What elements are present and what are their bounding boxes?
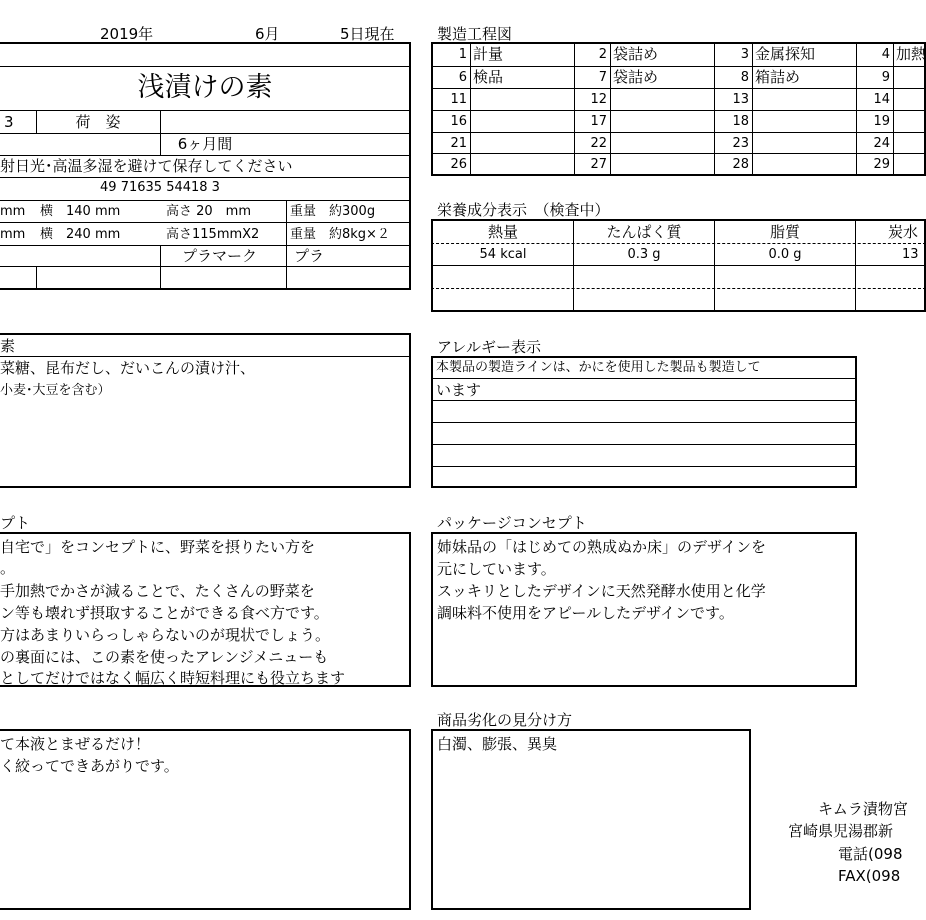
concept-title: プト — [0, 514, 31, 532]
process-step-number: 27 — [590, 157, 607, 172]
process-step-number: 7 — [598, 70, 607, 85]
package-line-2: 元にしています。 — [437, 560, 556, 578]
shelf-life: 6ヶ月間 — [177, 135, 233, 153]
concept-line-1: 自宅で」をコンセプトに、野菜を摂りたい方を — [0, 538, 316, 556]
size2-weight: 重量 約8kg×２ — [290, 227, 390, 242]
process-step-number: 16 — [450, 114, 467, 129]
deterioration-title: 商品劣化の見分け方 — [437, 711, 573, 729]
process-step-number: 13 — [732, 92, 749, 107]
nutrition-header-carb: 炭水 — [888, 223, 919, 241]
process-step-number: 14 — [873, 92, 890, 107]
company-name: キムラ漬物宮 — [818, 800, 908, 818]
process-step-number: 6 — [458, 70, 467, 85]
process-step-number: 4 — [881, 47, 890, 62]
package-line-3: スッキリとしたデザインに天然発酵水使用と化学 — [437, 582, 766, 600]
nutrition-header-protein: たんぱく質 — [606, 223, 682, 241]
size2-unit: mm — [0, 227, 26, 242]
usage-line-1: て本液とまぜるだけ！ — [0, 735, 151, 753]
ingredients-line-2: 小麦･大豆を含む） — [0, 383, 111, 398]
header-month: 6月 — [255, 25, 280, 43]
size1-width: 横 140 mm — [40, 204, 121, 219]
process-step-number: 18 — [732, 114, 749, 129]
spec-row3-c1: 3 — [4, 113, 14, 131]
company-address: 宮崎県児湯郡新 — [788, 822, 894, 840]
jan-code: 49 71635 54418 3 — [100, 180, 220, 195]
concept-line-3: 手加熱でかさが減ることで、たくさんの野菜を — [0, 582, 315, 600]
product-title: 浅漬けの素 — [137, 72, 273, 103]
process-step-label: 計量 — [473, 45, 504, 63]
process-step-label: 袋詰め — [613, 68, 659, 86]
packing-label: 荷 姿 — [75, 113, 121, 131]
process-title: 製造工程図 — [437, 25, 513, 43]
ingredients-line-1: 菜糖、昆布だし、だいこんの漬け汁、 — [0, 359, 256, 377]
package-line-1: 姉妹品の「はじめての熟成ぬか床」のデザインを — [437, 538, 766, 556]
allergy-title: アレルギー表示 — [437, 338, 542, 356]
process-step-label: 袋詰め — [613, 45, 659, 63]
process-step-label: 検品 — [473, 68, 504, 86]
size1-height: 高さ 20 mm — [166, 204, 252, 219]
nutrition-value-energy: 54 kcal — [479, 247, 527, 262]
process-step-number: 29 — [873, 157, 890, 172]
allergy-line-1: 本製品の製造ラインは、かにを使用した製品も製造して — [436, 360, 761, 375]
process-step-number: 22 — [590, 136, 607, 151]
process-step-number: 9 — [881, 70, 890, 85]
ingredients-title: 素 — [0, 337, 16, 355]
concept-line-6: の裏面には、この素を使ったアレンジメニューも — [0, 648, 329, 666]
process-step-number: 2 — [598, 47, 607, 62]
process-step-number: 28 — [732, 157, 749, 172]
nutrition-value-protein: 0.3 g — [627, 247, 661, 262]
process-step-number: 24 — [873, 136, 890, 151]
process-step-number: 21 — [450, 136, 467, 151]
package-line-4: 調味料不使用をアピールしたデザインです。 — [437, 604, 734, 622]
concept-line-2: 。 — [0, 559, 16, 577]
process-step-number: 1 — [458, 47, 467, 62]
process-step-number: 23 — [732, 136, 749, 151]
deterioration-text: 白濁、膨張、異臭 — [437, 735, 558, 753]
process-step-number: 11 — [450, 92, 467, 107]
concept-line-5: 方はあまりいらっしゃらないのが現状でしょう。 — [0, 626, 331, 644]
header-year: 2019年 — [100, 25, 154, 43]
nutrition-header-energy: 熱量 — [487, 223, 518, 241]
size1-weight: 重量 約300g — [290, 204, 376, 219]
nutrition-value-fat: 0.0 g — [768, 247, 802, 262]
process-step-label: 箱詰め — [755, 68, 801, 86]
process-step-number: 3 — [740, 47, 749, 62]
process-step-number: 17 — [590, 114, 607, 129]
package-title: パッケージコンセプト — [437, 514, 587, 532]
usage-line-2: く絞ってできあがりです。 — [0, 757, 179, 775]
header-day: 5日現在 — [340, 25, 395, 43]
process-step-label: 金属探知 — [755, 45, 816, 63]
nutrition-title: 栄養成分表示 （検査中） — [437, 201, 610, 219]
nutrition-value-carb: 13 — [902, 247, 919, 262]
process-step-number: 26 — [450, 157, 467, 172]
nutrition-header-fat: 脂質 — [769, 223, 800, 241]
size1-unit: mm — [0, 204, 26, 219]
size2-width: 横 240 mm — [40, 227, 121, 242]
concept-line-7: としてだけではなく幅広く時短料理にも役立ちます — [0, 669, 346, 687]
process-step-label: 加熱 — [896, 45, 926, 63]
plastic-mark-label: プラマーク — [182, 247, 258, 265]
concept-line-4: ン等も壊れず摂取することができる食べ方です。 — [0, 604, 329, 622]
company-fax: FAX(098 — [838, 867, 901, 885]
process-step-number: 8 — [740, 70, 749, 85]
process-step-number: 19 — [873, 114, 890, 129]
deterioration-box — [431, 729, 751, 910]
size2-height: 高さ115mmX2 — [166, 227, 260, 242]
storage-text: 射日光･高温多湿を避けて保存してください — [0, 157, 293, 175]
process-step-number: 12 — [590, 92, 607, 107]
allergy-line-2: います — [436, 381, 482, 399]
company-tel: 電話(098 — [838, 845, 903, 863]
plastic-mark-value: プラ — [294, 247, 325, 265]
